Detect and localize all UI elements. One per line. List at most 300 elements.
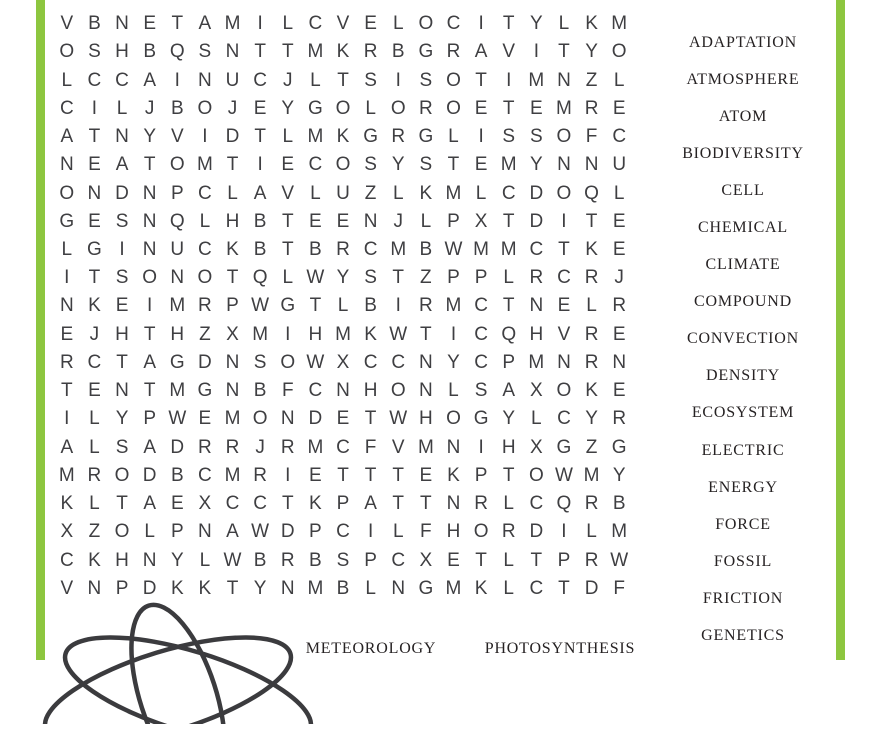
grid-letter: E: [612, 239, 626, 261]
grid-letter: R: [529, 267, 544, 289]
grid-letter: J: [283, 69, 293, 91]
grid-letter: Z: [585, 69, 598, 91]
grid-letter: C: [308, 13, 323, 35]
grid-letter: M: [417, 436, 434, 458]
grid-letter: E: [419, 464, 433, 486]
grid-letter: I: [395, 69, 401, 91]
grid-letter: E: [309, 464, 322, 486]
grid-letter: I: [202, 126, 208, 148]
grid-letter: E: [557, 295, 571, 317]
grid-letter: U: [170, 239, 185, 261]
grid-letter: L: [199, 549, 211, 571]
grid-letter: B: [170, 464, 184, 486]
grid-letter: C: [308, 154, 323, 176]
grid-letter: I: [257, 154, 263, 176]
word-list-item: GENETICS: [701, 627, 785, 645]
grid-letter: T: [502, 97, 515, 119]
word-list-item: CLIMATE: [705, 256, 781, 274]
grid-letter: H: [115, 41, 129, 63]
grid-letter: C: [225, 493, 240, 515]
grid-letter: B: [170, 97, 184, 119]
grid-letter: L: [282, 267, 294, 289]
grid-letter: T: [502, 13, 515, 35]
grid-letter: I: [285, 464, 291, 486]
grid-letter: L: [144, 521, 155, 543]
grid-letter: R: [336, 239, 350, 261]
grid-letter: K: [60, 493, 74, 515]
grid-letter: L: [475, 182, 487, 204]
grid-letter: R: [198, 436, 212, 458]
grid-letter: P: [364, 549, 377, 571]
grid-letter: K: [419, 182, 433, 204]
grid-letter: O: [446, 408, 461, 430]
grid-letter: D: [529, 521, 544, 543]
grid-letter: Y: [529, 13, 543, 35]
grid-letter: R: [584, 323, 599, 345]
grid-letter: B: [253, 210, 267, 232]
grid-letter: R: [612, 295, 627, 317]
grid-letter: D: [142, 577, 157, 599]
grid-letter: G: [473, 408, 489, 430]
grid-letter: T: [502, 464, 515, 486]
grid-letter: K: [198, 577, 212, 599]
grid-letter: K: [364, 323, 377, 345]
grid-letter: R: [280, 549, 295, 571]
grid-letter: L: [531, 408, 542, 430]
grid-letter: Y: [115, 408, 129, 430]
grid-letter: O: [528, 464, 544, 486]
grid-letter: L: [310, 182, 321, 204]
grid-letter: A: [253, 182, 267, 204]
grid-letter: W: [306, 267, 325, 289]
grid-letter: S: [364, 69, 377, 91]
grid-letter: S: [529, 126, 543, 148]
grid-letter: C: [446, 13, 461, 35]
grid-letter: S: [419, 154, 433, 176]
grid-letter: W: [251, 295, 270, 317]
grid-letter: E: [474, 154, 488, 176]
grid-letter: I: [257, 13, 263, 35]
grid-letter: I: [285, 323, 291, 345]
grid-letter: N: [225, 380, 240, 402]
grid-letter: Y: [529, 154, 543, 176]
grid-letter: H: [501, 436, 516, 458]
word-list-item: CHEMICAL: [698, 219, 788, 237]
grid-letter: A: [60, 126, 74, 148]
grid-letter: B: [364, 295, 377, 317]
grid-letter: O: [142, 267, 158, 289]
grid-letter: G: [87, 239, 102, 261]
grid-letter: E: [198, 408, 212, 430]
grid-letter: D: [142, 464, 157, 486]
grid-letter: N: [142, 182, 157, 204]
grid-letter: J: [89, 323, 100, 345]
grid-letter: T: [502, 295, 515, 317]
grid-letter: X: [336, 351, 350, 373]
grid-letter: O: [197, 97, 213, 119]
grid-letter: T: [226, 267, 239, 289]
grid-letter: N: [59, 154, 74, 176]
grid-letter: S: [474, 380, 488, 402]
grid-letter: M: [224, 13, 241, 35]
grid-letter: P: [447, 210, 460, 232]
grid-letter: U: [336, 182, 350, 204]
word-list-item: ECOSYSTEM: [691, 404, 795, 422]
grid-letter: X: [198, 493, 212, 515]
letter-grid: [53, 10, 633, 603]
grid-letter: H: [115, 549, 129, 571]
grid-letter: T: [254, 41, 266, 63]
grid-letter: C: [557, 267, 571, 289]
grid-letter: S: [419, 69, 433, 91]
grid-letter: S: [115, 267, 129, 289]
grid-letter: I: [450, 323, 457, 345]
grid-letter: C: [529, 239, 544, 261]
grid-letter: C: [501, 182, 516, 204]
grid-letter: R: [280, 436, 295, 458]
grid-letter: L: [392, 13, 404, 35]
grid-letter: B: [391, 41, 405, 63]
grid-letter: S: [198, 41, 212, 63]
word-list-item: CONVECTION: [687, 330, 799, 348]
grid-letter: M: [556, 97, 572, 119]
grid-letter: N: [87, 577, 102, 599]
grid-letter: B: [253, 239, 267, 261]
grid-letter: C: [363, 239, 378, 261]
grid-letter: J: [144, 97, 155, 119]
grid-letter: M: [169, 295, 186, 317]
grid-letter: L: [392, 521, 404, 543]
grid-letter: N: [391, 577, 406, 599]
grid-letter: G: [418, 577, 434, 599]
grid-letter: R: [474, 493, 488, 515]
grid-letter: N: [87, 182, 102, 204]
grid-letter: M: [307, 436, 324, 458]
grid-letter: E: [447, 549, 460, 571]
grid-letter: P: [474, 267, 488, 289]
grid-letter: B: [612, 493, 626, 515]
grid-letter: M: [500, 154, 517, 176]
grid-letter: N: [142, 239, 157, 261]
grid-letter: O: [335, 154, 351, 176]
grid-letter: C: [474, 295, 488, 317]
grid-letter: X: [226, 323, 239, 345]
grid-letter: V: [391, 436, 405, 458]
grid-letter: L: [337, 295, 349, 317]
grid-letter: D: [115, 182, 129, 204]
grid-letter: C: [198, 464, 212, 486]
grid-letter: T: [364, 464, 377, 486]
grid-letter: B: [253, 549, 267, 571]
grid-letter: C: [474, 323, 488, 345]
grid-letter: M: [169, 380, 186, 402]
word-list-item: FORCE: [715, 515, 771, 533]
grid-letter: E: [88, 380, 101, 402]
grid-letter: Q: [169, 41, 185, 63]
grid-letter: T: [337, 69, 349, 91]
grid-letter: T: [475, 549, 487, 571]
grid-letter: Y: [170, 549, 184, 571]
grid-letter: L: [310, 69, 321, 91]
grid-letter: S: [364, 267, 377, 289]
grid-letter: L: [282, 13, 294, 35]
grid-letter: M: [252, 323, 269, 345]
grid-letter: T: [392, 267, 405, 289]
grid-letter: K: [336, 126, 350, 148]
grid-letter: N: [363, 210, 378, 232]
grid-letter: V: [557, 323, 571, 345]
grid-letter: S: [364, 154, 377, 176]
grid-letter: N: [557, 69, 571, 91]
grid-letter: O: [473, 521, 489, 543]
grid-letter: C: [115, 69, 129, 91]
grid-letter: T: [226, 154, 239, 176]
grid-letter: L: [586, 521, 597, 543]
grid-letter: I: [91, 97, 98, 119]
grid-letter: I: [147, 295, 153, 317]
grid-letter: M: [196, 154, 213, 176]
word-list-item: ELECTRIC: [701, 441, 785, 459]
grid-letter: V: [502, 41, 516, 63]
grid-letter: E: [253, 97, 267, 119]
grid-letter: J: [255, 436, 265, 458]
grid-letter: I: [367, 521, 374, 543]
grid-letter: W: [610, 549, 629, 571]
grid-letter: I: [64, 267, 70, 289]
grid-letter: C: [391, 351, 406, 373]
grid-letter: A: [226, 521, 239, 543]
grid-letter: T: [226, 577, 239, 599]
grid-letter: C: [391, 549, 406, 571]
grid-letter: X: [474, 210, 488, 232]
grid-letter: X: [529, 436, 543, 458]
grid-letter: R: [391, 126, 406, 148]
grid-letter: D: [529, 182, 544, 204]
grid-letter: P: [115, 577, 129, 599]
grid-letter: U: [225, 69, 240, 91]
grid-letter: J: [393, 210, 403, 232]
grid-letter: P: [309, 521, 322, 543]
grid-letter: M: [445, 577, 462, 599]
grid-letter: T: [116, 351, 128, 373]
grid-letter: N: [336, 380, 350, 402]
grid-letter: P: [447, 267, 460, 289]
grid-letter: E: [88, 210, 101, 232]
grid-letter: P: [170, 182, 184, 204]
grid-letter: C: [198, 182, 212, 204]
grid-letter: Y: [391, 154, 405, 176]
grid-letter: D: [584, 577, 599, 599]
grid-letter: K: [88, 295, 101, 317]
grid-letter: W: [554, 464, 573, 486]
grid-letter: L: [503, 577, 514, 599]
grid-letter: M: [611, 13, 628, 35]
grid-letter: T: [337, 464, 349, 486]
grid-letter: B: [336, 577, 350, 599]
grid-letter: K: [585, 239, 598, 261]
word-list-item: ENERGY: [708, 478, 778, 496]
grid-letter: T: [309, 295, 322, 317]
grid-letter: A: [364, 493, 377, 515]
grid-letter: K: [474, 577, 488, 599]
grid-letter: A: [115, 154, 129, 176]
grid-letter: L: [282, 126, 294, 148]
grid-letter: C: [336, 521, 350, 543]
grid-letter: R: [198, 295, 212, 317]
grid-letter: R: [584, 493, 599, 515]
grid-letter: N: [557, 154, 571, 176]
grid-letter: E: [612, 97, 626, 119]
grid-letter: Z: [199, 323, 211, 345]
grid-letter: N: [142, 210, 157, 232]
grid-letter: E: [336, 408, 350, 430]
grid-letter: M: [307, 126, 324, 148]
grid-letter: R: [446, 41, 461, 63]
grid-letter: E: [309, 210, 322, 232]
grid-letter: V: [336, 13, 350, 35]
grid-letter: M: [611, 521, 628, 543]
grid-letter: Z: [364, 182, 377, 204]
grid-letter: S: [88, 41, 101, 63]
grid-letter: X: [60, 521, 74, 543]
grid-letter: L: [558, 13, 570, 35]
grid-letter: L: [392, 182, 404, 204]
grid-letter: K: [585, 13, 598, 35]
word-list-item-meteorology: METEOROLOGY: [305, 640, 437, 657]
grid-letter: F: [364, 436, 377, 458]
grid-letter: E: [612, 323, 626, 345]
grid-letter: C: [253, 69, 267, 91]
grid-letter: B: [419, 239, 433, 261]
grid-letter: T: [558, 239, 570, 261]
word-list-item: ATOM: [718, 107, 768, 125]
grid-letter: C: [336, 436, 350, 458]
grid-letter: I: [478, 13, 484, 35]
grid-letter: W: [389, 323, 408, 345]
grid-letter: E: [474, 97, 488, 119]
grid-letter: T: [281, 493, 294, 515]
grid-letter: W: [444, 239, 463, 261]
grid-letter: C: [59, 97, 74, 119]
grid-letter: M: [335, 323, 351, 345]
grid-letter: H: [418, 408, 433, 430]
grid-letter: L: [365, 577, 376, 599]
grid-letter: M: [58, 464, 75, 486]
grid-letter: O: [418, 13, 434, 35]
grid-letter: P: [474, 464, 488, 486]
grid-letter: C: [87, 69, 102, 91]
word-list-item: COMPOUND: [694, 293, 792, 311]
grid-letter: N: [225, 351, 240, 373]
grid-letter: H: [170, 323, 185, 345]
grid-letter: K: [170, 577, 184, 599]
grid-letter: L: [365, 97, 376, 119]
grid-letter: T: [171, 13, 184, 35]
grid-letter: H: [446, 521, 461, 543]
grid-letter: W: [306, 351, 325, 373]
grid-letter: N: [59, 295, 74, 317]
grid-letter: T: [530, 549, 543, 571]
grid-letter: I: [478, 436, 484, 458]
grid-letter: O: [446, 97, 461, 119]
grid-letter: M: [390, 239, 407, 261]
grid-letter: O: [390, 380, 406, 402]
grid-letter: S: [115, 436, 129, 458]
grid-letter: G: [418, 126, 434, 148]
grid-letter: A: [143, 69, 156, 91]
grid-letter: I: [478, 126, 484, 148]
grid-letter: R: [584, 97, 599, 119]
grid-letter: E: [529, 97, 543, 119]
grid-letter: N: [115, 13, 129, 35]
grid-letter: Y: [143, 126, 156, 148]
grid-letter: T: [281, 239, 294, 261]
grid-letter: G: [611, 436, 627, 458]
grid-letter: L: [420, 210, 432, 232]
grid-letter: Y: [281, 97, 295, 119]
grid-letter: W: [251, 521, 270, 543]
grid-letter: O: [114, 464, 130, 486]
grid-letter: I: [506, 69, 512, 91]
grid-letter: F: [281, 380, 294, 402]
grid-letter: M: [307, 41, 324, 63]
grid-letter: Q: [169, 210, 185, 232]
grid-letter: E: [336, 210, 350, 232]
grid-letter: J: [614, 267, 624, 289]
grid-letter: M: [583, 464, 600, 486]
grid-letter: N: [115, 126, 129, 148]
grid-letter: T: [116, 493, 128, 515]
grid-letter: C: [529, 493, 544, 515]
grid-letter: I: [561, 210, 567, 232]
grid-letter: N: [446, 436, 461, 458]
grid-letter: M: [445, 295, 462, 317]
grid-letter: P: [143, 408, 156, 430]
grid-letter: H: [529, 323, 544, 345]
grid-letter: O: [59, 182, 75, 204]
grid-letter: E: [60, 323, 74, 345]
grid-letter: N: [557, 351, 571, 373]
grid-letter: L: [448, 126, 459, 148]
word-list-item: CELL: [721, 181, 765, 199]
grid-letter: T: [281, 41, 294, 63]
grid-letter: E: [170, 493, 184, 515]
grid-letter: I: [561, 521, 567, 543]
grid-letter: C: [474, 351, 488, 373]
grid-letter: E: [612, 210, 626, 232]
grid-letter: E: [115, 295, 129, 317]
grid-letter: R: [59, 351, 74, 373]
grid-letter: T: [558, 41, 570, 63]
grid-letter: G: [363, 126, 378, 148]
grid-letter: A: [502, 380, 516, 402]
grid-letter: B: [143, 41, 156, 63]
word-list-item: FRICTION: [702, 589, 784, 607]
grid-letter: M: [224, 464, 241, 486]
grid-letter: S: [336, 549, 350, 571]
grid-letter: V: [60, 13, 74, 35]
grid-letter: L: [89, 408, 100, 430]
grid-letter: H: [115, 323, 129, 345]
grid-letter: T: [143, 323, 156, 345]
grid-letter: O: [390, 97, 406, 119]
grid-letter: E: [364, 13, 377, 35]
grid-letter: C: [612, 126, 627, 148]
grid-letter: Y: [612, 464, 626, 486]
grid-letter: Q: [556, 493, 572, 515]
grid-letter: L: [448, 380, 459, 402]
grid-letter: A: [143, 493, 156, 515]
